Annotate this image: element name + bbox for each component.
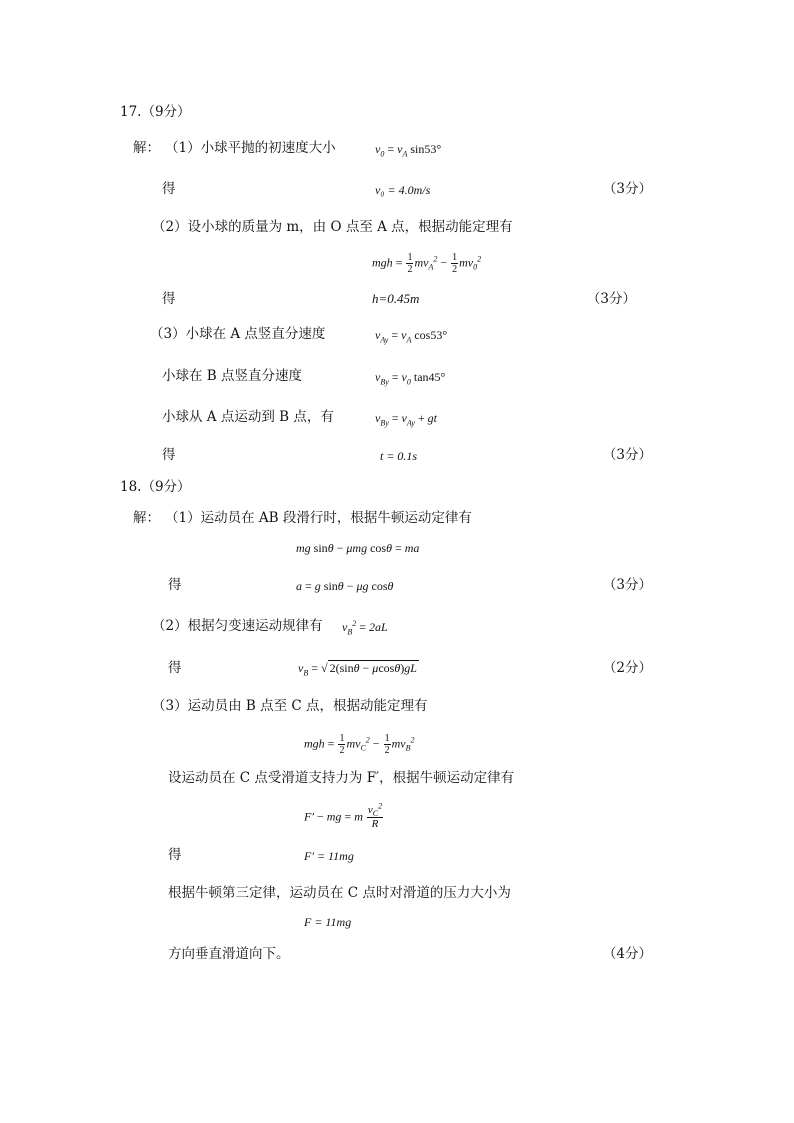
q17-result-3: t = 0.1s xyxy=(380,449,418,463)
q17-part3-label2: 小球在 B 点竖直分速度 xyxy=(162,368,303,384)
q17-eq5: $v_{By} = v_{Ay}$ + gt xyxy=(375,411,437,428)
q18-part3-label3: 根据牛顿第三定律，运动员在 C 点时对滑道的压力大小为 xyxy=(168,885,511,901)
q18-result-4: F = 11mg xyxy=(304,915,352,929)
q17-result-2: h=0.45m xyxy=(372,291,420,306)
q17-part2-label: （2）设小球的质量为 m，由 O 点至 A 点，根据动能定理有 xyxy=(152,219,513,235)
q17-eq1: $v_0 = v_A$ sin53° xyxy=(375,142,442,159)
q18-result-3: F′ = 11mg xyxy=(304,849,354,863)
q18-part2-label: （2）根据匀变速运动规律有 xyxy=(152,618,323,634)
q18-header: 18.（9分） xyxy=(120,479,191,495)
q17-eq3: $v_{Ay} = v_A$ cos53° xyxy=(375,328,448,345)
q18-eq3: $v_B^2 = 2aL$ xyxy=(342,619,388,637)
q18-eq1: mg sinθ − μmg cosθ = ma xyxy=(296,541,420,555)
q18-de-1: 得 xyxy=(168,577,182,593)
q17-jie: 解： xyxy=(133,140,160,156)
q18-part3-label4: 方向垂直滑道向下。 xyxy=(168,946,290,962)
q17-eq2: mgh = $\frac{1}{2}$ $mv_A^2$ − $\frac{1}{2}$ $mv_0^2$ xyxy=(372,252,482,275)
q17-score-3: （3分） xyxy=(602,447,652,463)
q17-part3-label: （3）小球在 A 点竖直分速度 xyxy=(150,326,326,342)
q18-eq2: a = g sinθ − μg cosθ xyxy=(296,579,394,593)
q17-score-1: （3分） xyxy=(602,181,652,197)
q17-de-2: 得 xyxy=(162,291,176,307)
q18-part1-label: （1）运动员在 AB 段滑行时，根据牛顿运动定律有 xyxy=(165,510,472,526)
q17-part1-label: （1）小球平抛的初速度大小 xyxy=(165,140,336,156)
q17-eq4: $v_{By} = v_0$ tan45° xyxy=(375,370,446,387)
q17-de-3: 得 xyxy=(162,447,176,463)
q17-de-1: 得 xyxy=(162,181,176,197)
q17-result-1: v₀ = 4.0m/s xyxy=(375,183,431,197)
q18-de-3: 得 xyxy=(168,847,182,863)
q18-de-2: 得 xyxy=(168,660,182,676)
q18-eq6: F′ − mg = m $\frac{v_C^2}{R}$ xyxy=(304,801,383,830)
q18-jie: 解： xyxy=(133,510,160,526)
q17-score-2: （3分） xyxy=(586,291,636,307)
q18-part3-label: （3）运动员由 B 点至 C 点，根据动能定理有 xyxy=(152,698,428,714)
q18-part3-label2: 设运动员在 C 点受滑道支持力为 F′，根据牛顿运动定律有 xyxy=(168,770,515,786)
q17-header: 17.（9分） xyxy=(120,104,191,120)
q18-score-1: （3分） xyxy=(602,577,652,593)
q18-score-3: （4分） xyxy=(602,946,652,962)
q18-eq5: mgh = $\frac{1}{2}$ $mv_C^2$ − $\frac{1}{2}$ $mv_B^2$ xyxy=(304,733,415,756)
q17-part3-label3: 小球从 A 点运动到 B 点，有 xyxy=(162,409,334,425)
q18-eq4: $v_B$ = √ 2(sinθ − μcosθ)gL xyxy=(298,661,417,678)
q18-score-2: （2分） xyxy=(602,660,652,676)
